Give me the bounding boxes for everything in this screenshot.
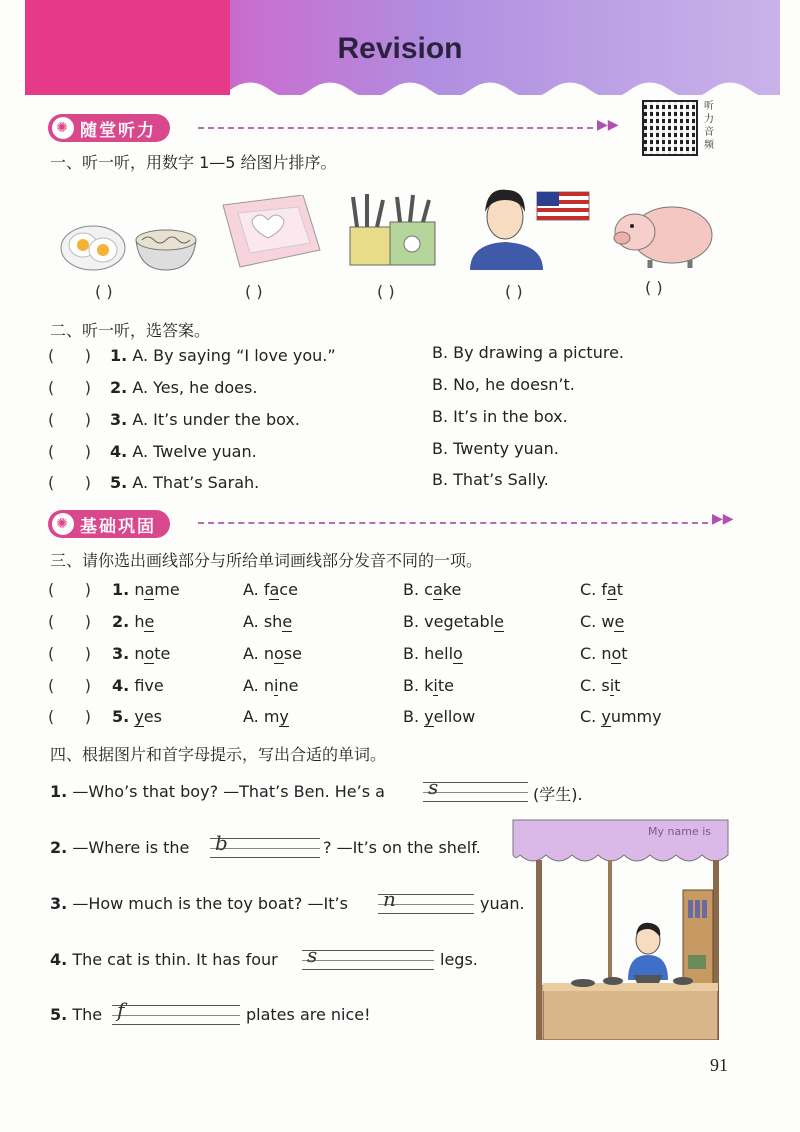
option-a: A. face xyxy=(243,580,298,599)
page-number: 91 xyxy=(710,1055,728,1075)
choice-b: B. Twenty yuan. xyxy=(432,439,559,458)
fill-item: 2. —Where is the xyxy=(50,838,190,857)
pig-picture xyxy=(610,200,715,270)
fill-item-suffix: yuan. xyxy=(480,894,525,913)
hint-letter: b xyxy=(215,831,228,855)
fill-item: 4. The cat is thin. It has four xyxy=(50,950,278,969)
answer-blank[interactable]: ( ) xyxy=(48,676,91,695)
option-a: A. my xyxy=(243,707,289,726)
write-line[interactable] xyxy=(112,1005,240,1025)
hint-letter: s xyxy=(428,775,439,799)
given-word: 3. note xyxy=(112,644,171,663)
hint-letter: f xyxy=(117,998,125,1022)
qr-label: 听力音频 xyxy=(704,101,714,151)
divider xyxy=(198,522,708,524)
given-word: 4. fve xyxy=(112,676,164,695)
choice-row: 5. A. That’s Sarah. xyxy=(110,473,260,492)
double-arrow-icon: ▶▶ xyxy=(712,511,734,527)
fill-item: 1. —Who’s that boy? —That’s Ben. He’s a xyxy=(50,782,385,801)
answer-blank[interactable]: ( ) xyxy=(48,473,91,492)
option-b: B. cake xyxy=(403,580,462,599)
choice-row: 4. A. Twelve yuan. xyxy=(110,442,257,461)
choice-b: B. By drawing a picture. xyxy=(432,343,624,362)
fill-item-suffix: ? —It’s on the shelf. xyxy=(323,838,481,857)
choice-row: 1. A. By saying “I love you.” xyxy=(110,346,336,365)
section-label: 基础巩固 xyxy=(80,516,156,537)
option-c: C. sit xyxy=(580,676,621,695)
section-header-listening xyxy=(48,114,170,142)
lightbulb-icon: ✺ xyxy=(52,117,74,139)
answer-blank[interactable]: ( ) xyxy=(48,442,91,461)
option-b: B. kite xyxy=(403,676,454,695)
answer-blank[interactable]: ( ) xyxy=(48,346,91,365)
option-c: C. not xyxy=(580,644,628,663)
question-heading: 三、请你选出画线部分与所给单词画线部分发音不同的一项。 xyxy=(50,551,483,570)
answer-blank[interactable]: ( ) xyxy=(48,410,91,429)
boy-with-flag-picture xyxy=(465,182,595,270)
section-label: 随堂听力 xyxy=(80,120,156,141)
answer-blank[interactable]: ( ) xyxy=(245,282,263,301)
fill-item-suffix: plates are nice! xyxy=(246,1005,371,1024)
answer-blank[interactable]: ( ) xyxy=(48,612,91,631)
given-word: 1. name xyxy=(112,580,180,599)
qr-code[interactable] xyxy=(642,100,698,156)
choice-b: B. No, he doesn’t. xyxy=(432,375,575,394)
write-line[interactable] xyxy=(302,950,434,970)
option-c: C. we xyxy=(580,612,625,631)
option-b: B. hello xyxy=(403,644,463,663)
fill-item-suffix: (学生). xyxy=(533,785,583,804)
pencils-picture xyxy=(345,192,440,270)
fill-item: 5. The xyxy=(50,1005,103,1024)
choice-row: 2. A. Yes, he does. xyxy=(110,378,258,397)
section-header-basics xyxy=(48,510,170,538)
answer-blank[interactable]: ( ) xyxy=(95,282,113,301)
answer-blank[interactable]: ( ) xyxy=(48,644,91,663)
shop-sign: My name is xyxy=(648,825,711,838)
answer-blank[interactable]: ( ) xyxy=(48,707,91,726)
question-heading: 二、听一听，选答案。 xyxy=(50,321,211,340)
option-a: A. she xyxy=(243,612,293,631)
option-a: A. nine xyxy=(243,676,299,695)
lightbulb-icon: ✺ xyxy=(52,513,74,535)
option-b: B. vegetable xyxy=(403,612,504,631)
option-a: A. nose xyxy=(243,644,302,663)
given-word: 2. he xyxy=(112,612,155,631)
choice-row: 3. A. It’s under the box. xyxy=(110,410,300,429)
choice-b: B. It’s in the box. xyxy=(432,407,568,426)
double-arrow-icon: ▶▶ xyxy=(597,117,619,133)
option-c: C. fat xyxy=(580,580,624,599)
question-heading: 四、根据图片和首字母提示，写出合适的单词。 xyxy=(50,745,387,764)
card-picture xyxy=(218,195,323,270)
page-title: Revision xyxy=(337,32,463,65)
fill-item: 3. —How much is the toy boat? —It’s xyxy=(50,894,348,913)
hint-letter: s xyxy=(307,943,318,967)
fill-item-suffix: legs. xyxy=(440,950,478,969)
write-line[interactable] xyxy=(423,782,528,802)
given-word: 5. yes xyxy=(112,707,162,726)
answer-blank[interactable]: ( ) xyxy=(505,282,523,301)
answer-blank[interactable]: ( ) xyxy=(48,378,91,397)
divider xyxy=(198,127,593,129)
shop-stall-picture xyxy=(508,815,730,1040)
hint-letter: n xyxy=(383,887,396,911)
question-heading: 一、听一听，用数字 1—5 给图片排序。 xyxy=(50,153,337,172)
option-c: C. yummy xyxy=(580,707,662,726)
answer-blank[interactable]: ( ) xyxy=(377,282,395,301)
answer-blank[interactable]: ( ) xyxy=(48,580,91,599)
option-b: B. yellow xyxy=(403,707,476,726)
answer-blank[interactable]: ( ) xyxy=(645,278,663,297)
choice-b: B. That’s Sally. xyxy=(432,470,549,489)
eggs-and-noodles-picture xyxy=(58,215,198,275)
